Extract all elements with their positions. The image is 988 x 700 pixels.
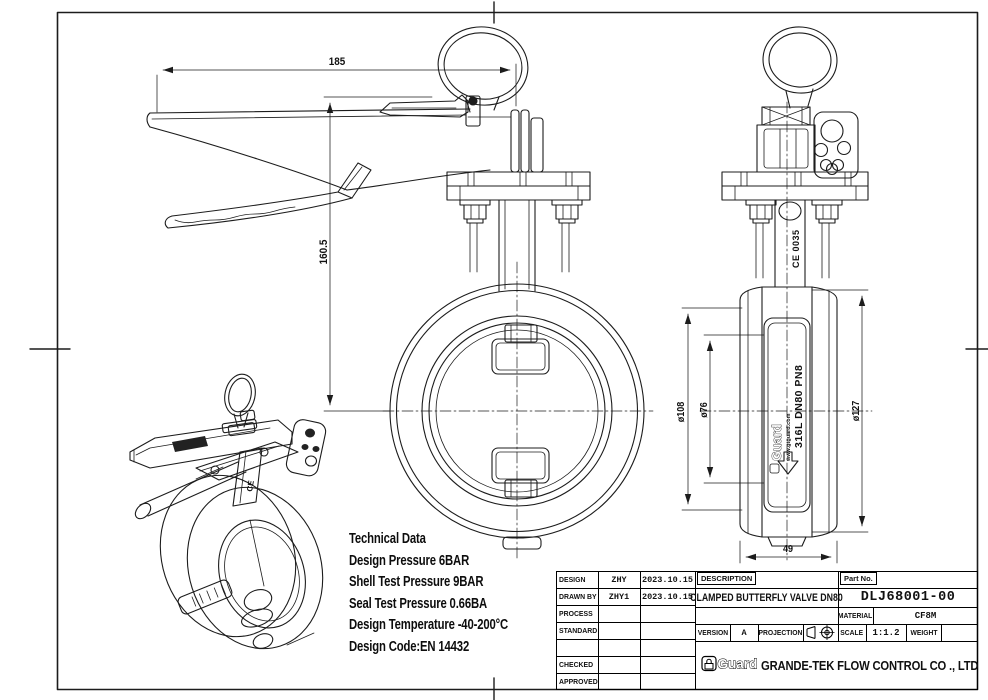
weight-label: WEIGHT bbox=[910, 628, 937, 637]
part-no-header: Part No. bbox=[840, 572, 877, 585]
handle-lever bbox=[147, 95, 490, 228]
guard-logo-text: Guard bbox=[717, 656, 758, 672]
projection-symbol bbox=[803, 624, 838, 641]
projection-label: PROJECTION bbox=[758, 628, 803, 637]
pull-ring-side bbox=[760, 24, 839, 108]
iso-bracket bbox=[285, 418, 328, 477]
row-label-approved: APPROVED bbox=[559, 677, 598, 686]
front-bolts bbox=[460, 200, 582, 272]
technical-data-line: Shell Test Pressure 9BAR bbox=[349, 574, 484, 591]
company-name: GRANDE-TEK FLOW CONTROL CO ., LTD bbox=[761, 658, 979, 673]
drawn-by-name: ZHY1 bbox=[608, 591, 630, 602]
technical-data-title: Technical Data bbox=[349, 531, 426, 547]
side-view bbox=[700, 24, 872, 560]
dim-49-label: 49 bbox=[782, 543, 794, 556]
material-label: MATERIAL bbox=[838, 611, 873, 620]
title-block bbox=[556, 571, 978, 690]
front-view bbox=[147, 21, 653, 558]
ce-mark-side: CE 0035 bbox=[791, 229, 801, 268]
technical-data-line: Seal Test Pressure 0.66BA bbox=[349, 595, 487, 612]
row-label-process: PROCESS bbox=[559, 609, 593, 618]
lock-bracket bbox=[814, 112, 858, 178]
design-name: ZHY bbox=[611, 574, 627, 585]
ce-mark-iso: CE bbox=[245, 479, 256, 493]
technical-data-block bbox=[349, 529, 553, 659]
dim-d108-label: ø108 bbox=[675, 401, 688, 423]
isometric-view bbox=[130, 371, 343, 666]
dim-185-label: 185 bbox=[328, 56, 346, 69]
row-label-design: DESIGN bbox=[559, 575, 586, 584]
description-value: CLAMPED BUTTERFLY VALVE DN80 bbox=[690, 591, 843, 604]
scale-label: SCALE bbox=[840, 628, 864, 637]
company-row bbox=[701, 641, 978, 690]
pull-ring-front bbox=[433, 21, 533, 112]
description-header: DESCRIPTION bbox=[697, 572, 756, 585]
technical-data-line: Design Code:EN 14432 bbox=[349, 638, 470, 655]
dim-d127-label: ø127 bbox=[850, 400, 863, 422]
design-date: 2023.10.15 bbox=[641, 574, 693, 585]
row-label-drawn-by: DRAWN BY bbox=[559, 592, 597, 601]
dim-160-label: 160.5 bbox=[318, 239, 331, 265]
drawn-by-date: 2023.10.15 bbox=[641, 591, 693, 602]
nameplate-url: www.gtguard.com bbox=[786, 413, 792, 461]
scale-value: 1:1.2 bbox=[872, 627, 900, 638]
row-label-standard: STANDARD bbox=[559, 626, 598, 635]
front-dimensions bbox=[157, 57, 516, 411]
nameplate-brand: Guard bbox=[770, 424, 784, 461]
dim-d76-label: ø76 bbox=[698, 402, 711, 418]
row-label-checked: CHECKED bbox=[559, 660, 594, 669]
technical-data-line: Design Temperature -40-200°C bbox=[349, 617, 508, 634]
version-value: A bbox=[741, 627, 747, 638]
guard-logo bbox=[701, 654, 758, 677]
version-label: VERSION bbox=[697, 628, 728, 637]
nameplate-spec: 316L DN80 PN8 bbox=[793, 364, 805, 448]
part-no-value: DLJ68001-00 bbox=[860, 590, 956, 605]
technical-data-line: Design Pressure 6BAR bbox=[349, 552, 470, 569]
material-value: CF8M bbox=[914, 610, 937, 621]
